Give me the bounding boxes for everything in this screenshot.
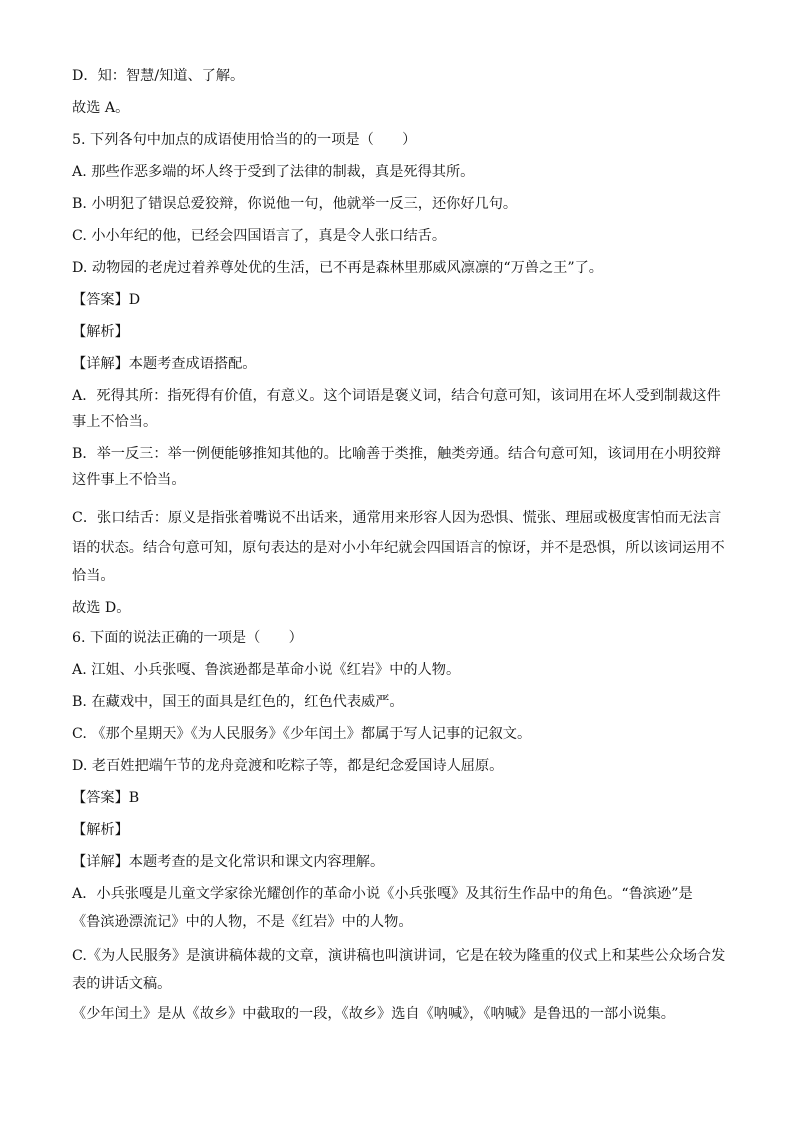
analysis-label: 【解析】 (72, 324, 129, 340)
detail-label: 【详解】本题考查成语搭配。 (72, 356, 257, 372)
text-line: 恰当。 (72, 568, 115, 584)
question-5-option-a: A. 那些作恶多端的坏人终于受到了法律的制裁，真是死得其所。 (72, 164, 475, 180)
text-line: B．举一反三：举一例便能够推知其他的。比喻善于类推，触类旁通。结合句意可知，该词用在小明狡辩 (72, 446, 721, 462)
question-5-option-c: C. 小小年纪的他，已经会四国语言了，真是令人张口结舌。 (72, 228, 447, 244)
text-line: A．小兵张嘎是儿童文学家徐光耀创作的革命小说《小兵张嘎》及其衍生作品中的角色。“鲁滨逊”是 (72, 886, 693, 902)
answer-label: 【答案】D (72, 292, 141, 308)
question-6-option-d: D. 老百姓把端午节的龙舟竞渡和吃粽子等，都是纪念爱国诗人屈原。 (72, 758, 504, 774)
answer-label: 【答案】B (72, 790, 140, 806)
question-5-option-b: B. 小明犯了错误总爱狡辩，你说他一句，他就举一反三，还你好几句。 (72, 196, 518, 212)
question-6-option-c: C. 《那个星期天》《为人民服务》《少年闰土》都属于写人记事的记叙文。 (72, 726, 532, 742)
text-line: A．死得其所：指死得有价值，有意义。这个词语是褒义词，结合句意可知，该词用在坏人受到制裁这件 (72, 388, 721, 404)
text-line: C.《为人民服务》是演讲稿体裁的文章，演讲稿也叫演讲词，它是在较为隆重的仪式上和某些公众场合发 (72, 948, 726, 964)
text-line: D．知：智慧/知道、了解。 (72, 68, 245, 84)
text-line: 语的状态。结合句意可知，原句表达的是对小小年纪就会四国语言的惊讶，并不是恐惧，所以该词运用不 (72, 540, 725, 556)
text-line: 这件事上不恰当。 (72, 472, 186, 488)
analysis-label: 【解析】 (72, 822, 129, 838)
question-6-stem: 6. 下面的说法正确的一项是（ ） (72, 630, 303, 646)
text-line: 故选 A。 (72, 100, 130, 116)
question-5-option-d: D. 动物园的老虎过着养尊处优的生活，已不再是森林里那威风凛凛的“万兽之王”了。 (72, 260, 603, 276)
text-line: 故选 D。 (72, 600, 131, 616)
text-line: 《鲁滨逊漂流记》中的人物，不是《红岩》中的人物。 (72, 914, 413, 930)
text-line: 事上不恰当。 (72, 414, 158, 430)
question-6-option-b: B. 在藏戏中，国王的面具是红色的，红色代表威严。 (72, 694, 404, 710)
text-line: 表的讲话文稿。 (72, 976, 172, 992)
question-5-stem: 5. 下列各句中加点的成语使用恰当的的一项是（ ） (72, 132, 417, 148)
text-line: 《少年闰土》是从《故乡》中截取的一段，《故乡》选自《呐喊》，《呐喊》是鲁迅的一部小说集。 (72, 1006, 675, 1022)
detail-label: 【详解】本题考查的是文化常识和课文内容理解。 (72, 854, 385, 870)
text-line: C．张口结舌：原义是指张着嘴说不出话来，通常用来形容人因为恐惧、慌张、理屈或极度害怕而无法言 (72, 510, 722, 526)
question-6-option-a: A. 江姐、小兵张嘎、鲁滨逊都是革命小说《红岩》中的人物。 (72, 662, 461, 678)
